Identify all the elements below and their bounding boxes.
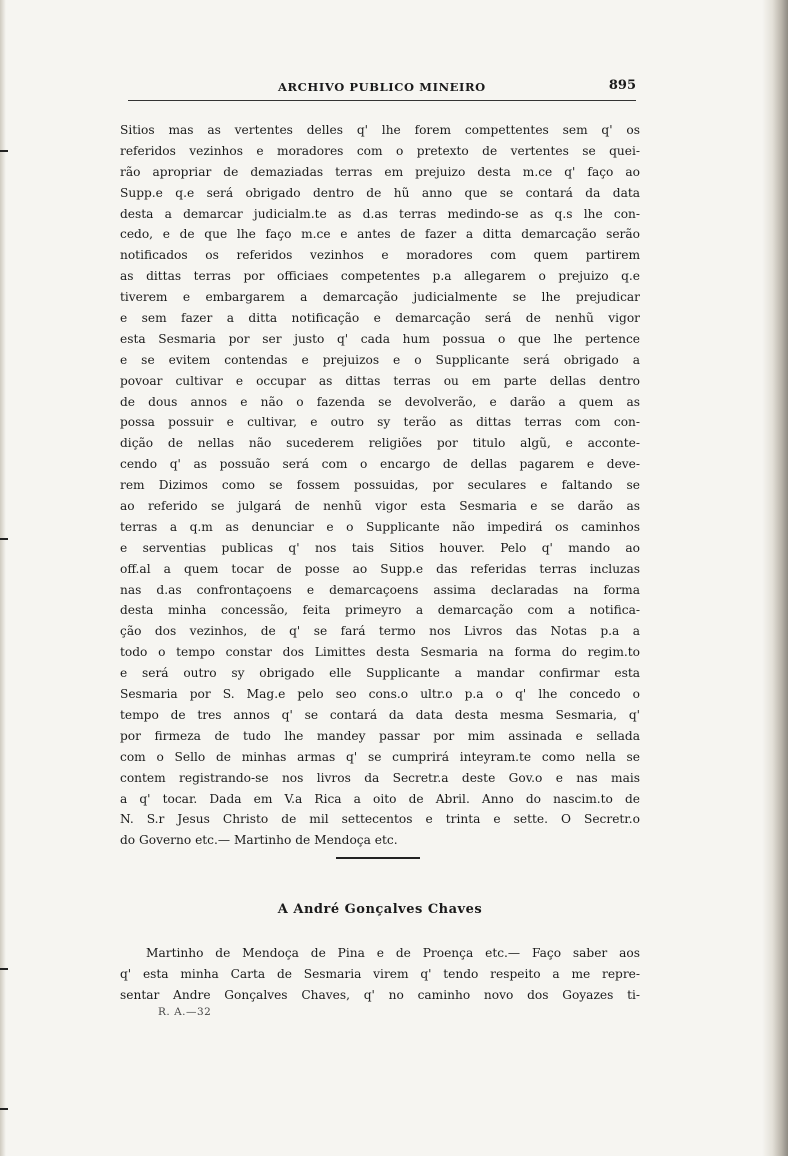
text-line: off.al a quem tocar de posse ao Supp.e das referidas terras incluzas <box>120 561 640 576</box>
text-line: de dous annos e não o fazenda se devolverão, e darão a quem as <box>120 394 640 409</box>
text-line: rem Dizimos como se fossem possuidas, por seculares e faltando se <box>120 478 640 493</box>
signature-mark: R. A.—32 <box>158 1006 212 1018</box>
text-line: e se evitem contendas e prejuizos e o Supplicante será obrigado a <box>120 352 640 367</box>
text-line: todo o tempo constar dos Limittes desta Sesmaria na forma do regim.to <box>120 645 640 660</box>
text-line: com o Sello de minhas armas q' se cumprirá inteyram.te como nella se <box>120 749 640 764</box>
text-line: Sitios mas as vertentes delles q' lhe forem compettentes sem q' os <box>120 123 640 137</box>
text-line: sentar Andre Gonçalves Chaves, q' no caminho novo dos Goyazes ti- <box>120 987 640 1002</box>
text-line: cendo q' as possuão será com o encargo de dellas pagarem e deve- <box>120 457 640 472</box>
margin-mark <box>0 1108 8 1110</box>
text-line: por firmeza de tudo lhe mandey passar por mim assinada e sellada <box>120 728 640 743</box>
page-number: 895 <box>608 78 636 93</box>
text-line: cedo, e de que lhe faço m.ce e antes de fazer a ditta demarcação serão <box>120 227 640 242</box>
body-paragraph-continued <box>120 943 640 1006</box>
text-line: esta Sesmaria por ser justo q' cada hum possua o que lhe pertence <box>120 331 640 346</box>
margin-mark <box>0 150 8 152</box>
text-line: terras a q.m as denunciar e o Supplicante não impedirá os caminhos <box>120 519 640 534</box>
page-right-edge <box>762 0 788 1156</box>
text-line: dição de nellas não sucederem religiões por titulo algũ, e acconte- <box>120 436 640 451</box>
text-line: ao referido se julgará de nenhũ vigor esta Sesmaria e se darão as <box>120 499 640 514</box>
text-line: a q' tocar. Dada em V.a Rica a oito de Abril. Anno do nascim.to de <box>120 791 640 806</box>
section-heading: A André Gonçalves Chaves <box>277 902 483 917</box>
text-line: ção dos vezinhos, de q' se fará termo nos Livros das Notas p.a a <box>120 624 640 639</box>
text-line: Supp.e q.e será obrigado dentro de hũ anno que se contará da data <box>120 185 640 200</box>
running-head <box>128 78 636 101</box>
text-line: desta minha concessão, feita primeyro a demarcação com a notifica- <box>120 603 640 618</box>
text-line: as dittas terras por officiaes competentes p.a allegarem o prejuizo q.e <box>120 269 640 284</box>
text-line: tiverem e embargarem a demarcação judicialmente se lhe prejudicar <box>120 290 640 305</box>
text-line: contem registrando-se nos livros da Secretr.a deste Gov.o e nas mais <box>120 770 640 785</box>
text-line: referidos vezinhos e moradores com o pretexto de vertentes se quei- <box>120 143 640 158</box>
text-line: Martinho de Mendoça de Pina e de Proença etc.— Faço saber aos <box>146 946 640 960</box>
text-line: Sesmaria por S. Mag.e pelo seo cons.o ultr.o p.a o q' lhe concedo o <box>120 687 640 702</box>
text-line: possa possuir e cultivar, e outro sy terão as dittas terras com con- <box>120 415 640 430</box>
text-line: N. S.r Jesus Christo de mil settecentos e trinta e sette. O Secretr.o <box>120 812 640 827</box>
section-divider <box>336 857 420 859</box>
text-line: tempo de tres annos q' se contará da data desta mesma Sesmaria, q' <box>120 707 640 722</box>
text-line: notificados os referidos vezinhos e moradores com quem partirem <box>120 248 640 263</box>
text-line: rão apropriar de demaziadas terras em prejuizo desta m.ce q' faço ao <box>120 164 640 179</box>
body-paragraph <box>120 120 640 851</box>
margin-mark <box>0 538 8 540</box>
text-line: e será outro sy obrigado elle Supplicante a mandar confirmar esta <box>120 666 640 681</box>
text-line: desta a demarcar judicialm.te as d.as terras medindo-se as q.s lhe con- <box>120 206 640 221</box>
text-line: e sem fazer a ditta notificação e demarcação será de nenhũ vigor <box>120 311 640 326</box>
text-line: q' esta minha Carta de Sesmaria virem q' tendo respeito a me repre- <box>120 966 640 981</box>
text-line: e serventias publicas q' nos tais Sitios houver. Pelo q' mando ao <box>120 540 640 555</box>
running-title: ARCHIVO PUBLICO MINEIRO <box>278 80 486 94</box>
text-line: do Governo etc.— Martinho de Mendoça etc. <box>120 833 398 848</box>
text-line: nas d.as confrontaçoens e demarcaçoens assima declaradas na forma <box>120 582 640 597</box>
margin-mark <box>0 968 8 970</box>
page-left-edge <box>0 0 6 1156</box>
text-line: povoar cultivar e occupar as dittas terras ou em parte dellas dentro <box>120 373 640 388</box>
